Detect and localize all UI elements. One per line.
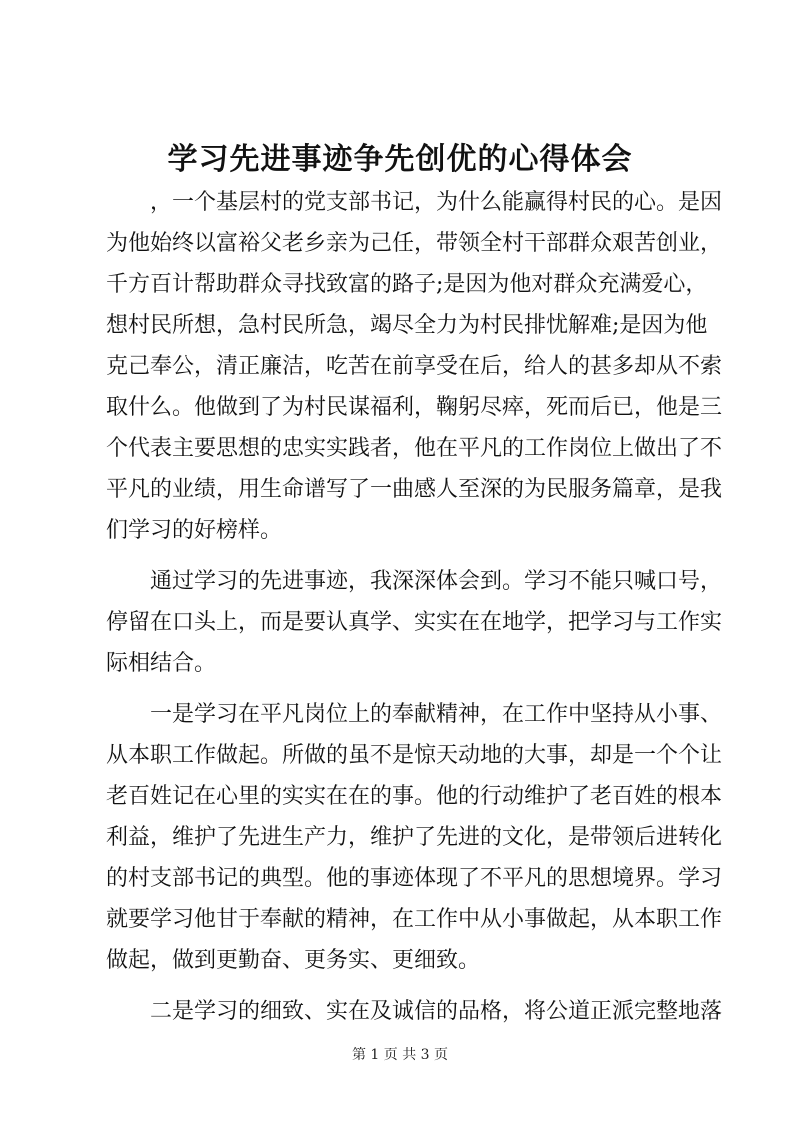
- paragraph-3: [106, 694, 723, 981]
- text-line: 的村支部书记的典型。他的事迹体现了不平凡的思想境界。学习: [106, 866, 723, 891]
- text-line: 们学习的好榜样。: [106, 518, 283, 543]
- text-line: 平凡的业绩，用生命谱写了一曲感人至深的为民服务篇章，是我: [106, 477, 723, 502]
- text-line: 际相结合。: [106, 651, 217, 676]
- text-line: 取什么。他做到了为村民谋福利，鞠躬尽瘁，死而后已，他是三: [106, 395, 723, 420]
- text-line: 一是学习在平凡岗位上的奉献精神，在工作中坚持从小事、: [106, 702, 723, 727]
- text-line: 做起，做到更勤奋、更务实、更细致。: [106, 948, 481, 973]
- text-line: 通过学习的先进事迹，我深深体会到。学习不能只喊口号，: [106, 569, 723, 594]
- document-body: [106, 182, 723, 1032]
- text-line: 老百姓记在心里的实实在在的事。他的行动维护了老百姓的根本: [106, 784, 723, 809]
- text-line: 克己奉公，清正廉洁，吃苦在前享受在后，给人的甚多却从不索: [106, 354, 723, 379]
- paragraph-1: [106, 182, 723, 551]
- page-number-footer: 第 1 页 共 3 页: [351, 1047, 449, 1063]
- text-line: 为他始终以富裕父老乡亲为己任，带领全村干部群众艰苦创业，: [106, 231, 723, 256]
- text-line: 停留在口头上，而是要认真学、实实在在地学，把学习与工作实: [106, 610, 723, 635]
- text-line: 千方百计帮助群众寻找致富的路子;是因为他对群众充满爱心，: [106, 272, 708, 297]
- page-title: 学习先进事迹争先创优的心得体会: [167, 142, 633, 177]
- text-line: 二是学习的细致、实在及诚信的品格，将公道正派完整地落: [106, 999, 723, 1024]
- text-line: ，一个基层村的党支部书记，为什么能赢得村民的心。是因: [106, 190, 723, 215]
- paragraph-spacer: [106, 981, 706, 991]
- text-line: 就要学习他甘于奉献的精神，在工作中从小事做起，从本职工作: [106, 907, 723, 932]
- paragraph-spacer: [106, 684, 706, 694]
- text-line: 从本职工作做起。所做的虽不是惊天动地的大事，却是一个个让: [106, 743, 723, 768]
- text-line: 想村民所想，急村民所急，竭尽全力为村民排忧解难;是因为他: [106, 313, 708, 338]
- text-line: 个代表主要思想的忠实实践者，他在平凡的工作岗位上做出了不: [106, 436, 723, 461]
- paragraph-2: [106, 561, 723, 684]
- paragraph-4: [106, 991, 723, 1032]
- text-line: 利益，维护了先进生产力，维护了先进的文化，是带领后进转化: [106, 825, 723, 850]
- paragraph-spacer: [106, 551, 706, 561]
